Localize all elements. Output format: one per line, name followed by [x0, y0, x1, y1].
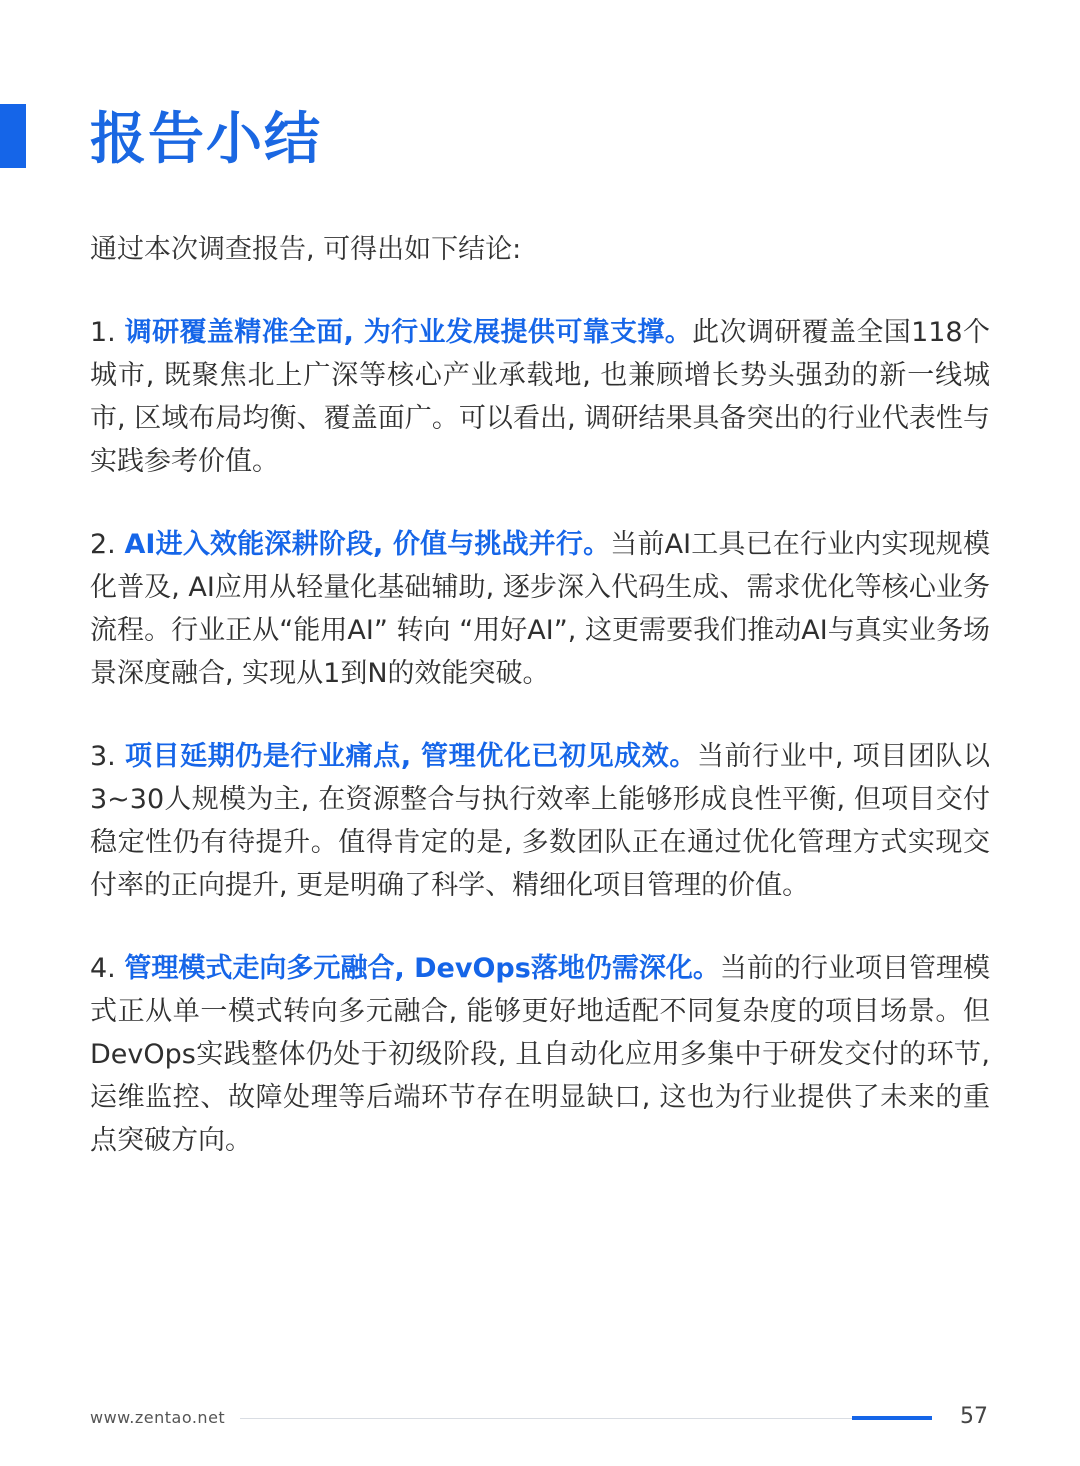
footer-divider [240, 1418, 932, 1419]
conclusion-body: 当前AI工具已在行业内实现规模化普及, AI应用从轻量化基础辅助, 逐步深入代码生成、需求优化等核心业务流程。行业正从“能用AI” 转向 “用好AI”, 这更需要我们推动AI与真实业务场景深度融合, 实现从1到N的效能突破。 [90, 529, 990, 689]
page-title: 报告小结 [90, 107, 322, 172]
intro-text: 通过本次调查报告, 可得出如下结论: [90, 234, 522, 265]
conclusion-item-3 [90, 735, 990, 907]
conclusion-item-2 [90, 523, 990, 695]
conclusion-body: 此次调研覆盖全国118个城市, 既聚焦北上广深等核心产业承载地, 也兼顾增长势头强劲的新一线城市, 区域布局均衡、覆盖面广。可以看出, 调研结果具备突出的行业代表性与实践参考价值。 [90, 317, 990, 477]
page-footer [0, 1400, 1080, 1440]
conclusion-number: 1. [90, 317, 116, 348]
conclusion-heading: 项目延期仍是行业痛点, 管理优化已初见成效。 [124, 741, 697, 772]
conclusion-item-4 [90, 947, 990, 1162]
conclusion-body: 当前的行业项目管理模式正从单一模式转向多元融合, 能够更好地适配不同复杂度的项目场景。但DevOps实践整体仍处于初级阶段, 且自动化应用多集中于研发交付的环节, 运维监控、故障处理等后端环节存在明显缺口, 这也为行业提供了未来的重点突破方向。 [90, 953, 990, 1156]
footer-website-link[interactable]: www.zentao.net [90, 1408, 226, 1427]
conclusion-number: 2. [90, 529, 116, 560]
conclusion-number: 4. [90, 953, 116, 984]
conclusion-heading: 调研覆盖精准全面, 为行业发展提供可靠支撑。 [124, 317, 693, 348]
conclusion-body: 当前行业中, 项目团队以3~30人规模为主, 在资源整合与执行效率上能够形成良性平衡, 但项目交付稳定性仍有待提升。值得肯定的是, 多数团队正在通过优化管理方式实现交付率的正向提升, 更是明确了科学、精细化项目管理的价值。 [90, 741, 990, 901]
summary-content [90, 228, 990, 1202]
page-number: 57 [960, 1404, 988, 1429]
conclusion-heading: 管理模式走向多元融合, DevOps落地仍需深化。 [124, 953, 720, 984]
conclusion-heading: AI进入效能深耕阶段, 价值与挑战并行。 [124, 529, 611, 560]
footer-divider-accent [852, 1416, 932, 1420]
conclusion-number: 3. [90, 741, 116, 772]
title-accent-bar [0, 104, 26, 168]
conclusion-item-1 [90, 311, 990, 483]
